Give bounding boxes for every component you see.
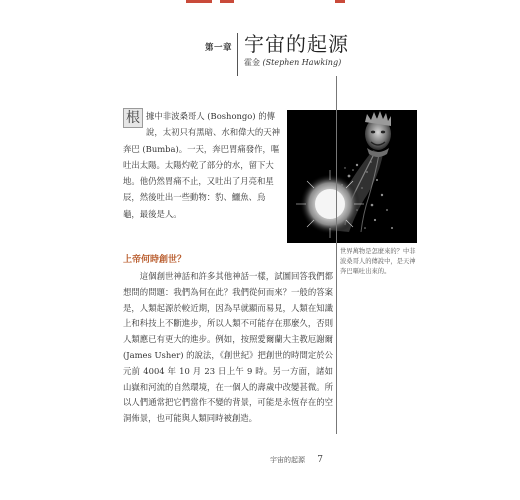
figure-caption: 世界萬物是怎麼來的？中非波桑哥人的傳說中，是天神奔巴嘔吐出來的。 [340,248,416,275]
top-color-marks [0,0,520,6]
bumba-image [287,110,417,243]
bumba-illustration [287,110,417,243]
page-number: 7 [317,455,323,465]
running-title: 宇宙的起源 [270,456,305,464]
chapter-author [244,57,341,68]
intro-paragraph [123,108,281,222]
author-name: 霍金 [244,58,260,67]
sidebar-rule [336,76,337,434]
body-paragraph: 這個創世神話和許多其他神話一樣，試圖回答我們都想問的問題：我們為何在此？我們從何而來？一般的答案是，人類起源於較近期，因為早就顯而易見，人類在知識上和科技上不斷進步，所以人類不可能存在那麼久，否則人類應已有更大的進步。例如，按照愛爾蘭大主教厄謝爾 (James Usher) 的說法，《創世紀》把創世的時間定於公元前 4004 年 10 月 23 日上午 9 時。另一方面，諸如山嶽和河流的自然環境，在一個人的壽歲中改變甚微。所以人們通常把它們當作不變的背景，可能是永恆存在的空洞佈景，也可能與人類同時被創造。 [123,271,333,424]
chapter-title: 宇宙的起源 [244,32,349,56]
chapter-divider [237,33,238,76]
section-heading: 上帝何時創世？ [123,255,187,265]
page-footer [270,455,323,465]
chapter-label: 第一章 [205,43,233,53]
drop-cap: 根 [123,108,143,128]
author-latin-name: (Stephen Hawking) [262,58,342,67]
intro-text: 據中非波桑哥人 (Boshongo) 的傳說，太初只有黑暗、水和偉大的天神奔巴 (Bumba)。一天，奔巴胃痛發作，嘔吐出太陽。太陽灼乾了部分的水，留下大地。他仍然胃痛不止，又吐出了月亮和星辰，然後吐出一些動物：豹、鱷魚、烏龜，最後是人。 [123,111,280,219]
